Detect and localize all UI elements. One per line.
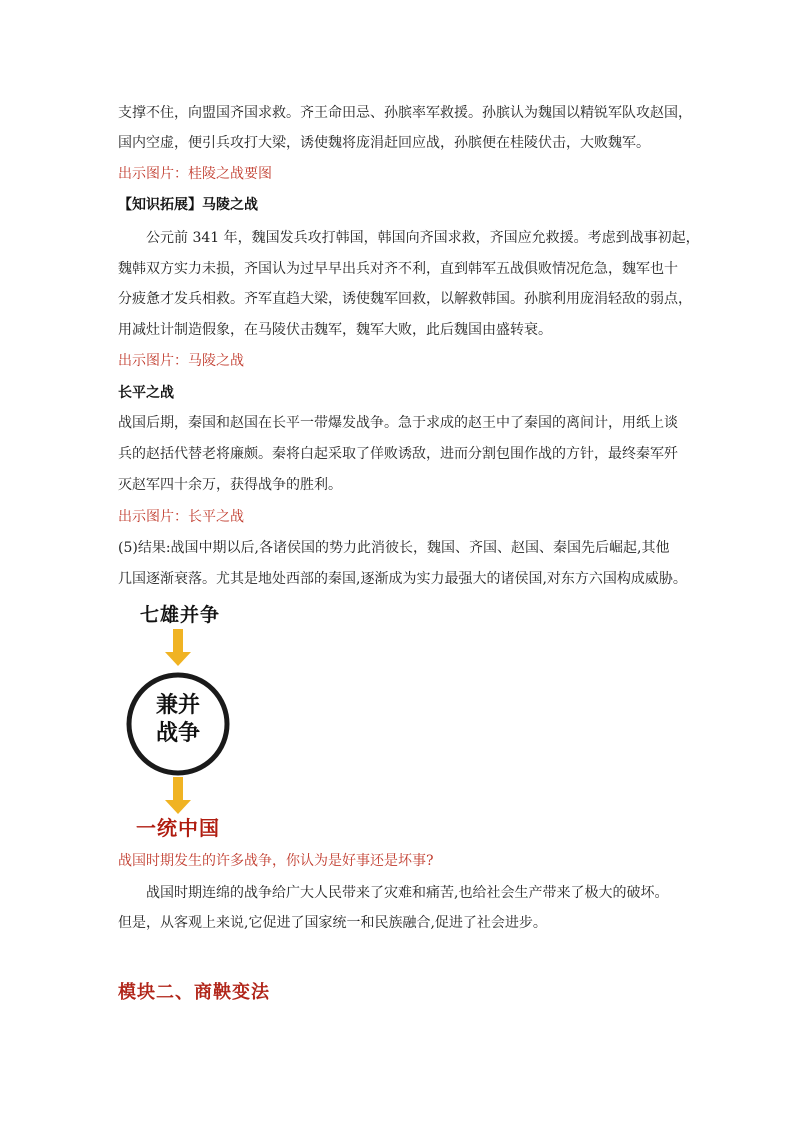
show-image-note: 出示图片：桂陵之战要图 (118, 166, 272, 182)
paragraph-line: 国内空虚，便引兵攻打大梁，诱使魏将庞涓赶回应战，孙膑便在桂陵伏击，大败魏军。 (118, 135, 650, 151)
paragraph-line: 战国后期，秦国和赵国在长平一带爆发战争。急于求成的赵王中了秦国的离间计，用纸上谈 (118, 415, 678, 431)
paragraph-line: (5)结果:战国中期以后,各诸侯国的势力此消彼长，魏国、齐国、赵国、秦国先后崛起,其他 (118, 540, 670, 556)
paragraph-line: 公元前 341 年，魏国发兵攻打韩国，韩国向齐国求救，齐国应允救援。考虑到战事初起， (146, 230, 700, 246)
circle-label (128, 692, 228, 748)
paragraph-line: 分疲惫才发兵相救。齐军直趋大梁，诱使魏军回救，以解救韩国。孙膑利用庞涓轻敌的弱点， (118, 291, 692, 307)
circle-label-line: 战争 (155, 721, 200, 746)
diagram-bottom-label: 一统中国 (136, 816, 220, 840)
discussion-question: 战国时期发生的许多战争，你认为是好事还是坏事? (118, 853, 434, 869)
paragraph-line: 战国时期连绵的战争给广大人民带来了灾难和痛苦,也给社会生产带来了极大的破坏。 (146, 885, 669, 901)
paragraph-line: 但是，从客观上来说,它促进了国家统一和民族融合,促进了社会进步。 (118, 915, 547, 931)
knowledge-extension-heading: 【知识拓展】马陵之战 (118, 197, 258, 213)
paragraph-line: 兵的赵括代替老将廉颇。秦将白起采取了佯败诱敌，进而分割包围作战的方针，最终秦军歼 (118, 446, 678, 462)
show-image-note: 出示图片：长平之战 (118, 509, 244, 525)
paragraph-line: 用减灶计制造假象，在马陵伏击魏军，魏军大败，此后魏国由盛转衰。 (118, 322, 552, 338)
paragraph-line: 几国逐渐衰落。尤其是地处西部的秦国,逐渐成为实力最强大的诸侯国,对东方六国构成威胁。 (118, 571, 687, 587)
circle-label-line: 兼并 (155, 693, 200, 718)
paragraph-line: 魏韩双方实力未损，齐国认为过早早出兵对齐不利，直到韩军五战俱败情况危急，魏军也十 (118, 261, 678, 277)
down-arrow-icon (165, 777, 191, 814)
diagram-top-label: 七雄并争 (140, 604, 221, 626)
changping-heading: 长平之战 (118, 385, 174, 401)
down-arrow-icon (165, 629, 191, 666)
show-image-note: 出示图片：马陵之战 (118, 353, 244, 369)
module-heading: 模块二、商鞅变法 (118, 982, 270, 1003)
paragraph-line: 支撑不住，向盟国齐国求救。齐王命田忌、孙膑率军救援。孙膑认为魏国以精锐军队攻赵国， (118, 105, 692, 121)
paragraph-line: 灭赵军四十余万，获得战争的胜利。 (118, 477, 342, 493)
